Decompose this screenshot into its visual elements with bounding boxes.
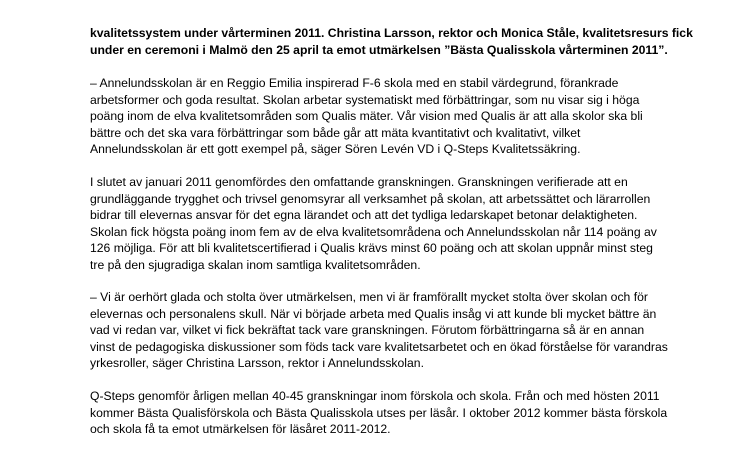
paragraph-line: arbetsformer och goda resultat. Skolan arbetar systematiskt med förbättringar, som nu visar sig i höga [90,92,640,107]
intro-line-1: kvalitetssystem under vårterminen 2011. Christina Larsson, rektor och Monica Ståle, kvalitetsresurs fick [90,26,693,40]
paragraph-line: elevernas och personalens skull. När vi började arbeta med Qualis insåg vi att kunde bli mycket bättre än [90,306,657,321]
paragraph-line: Q-Steps genomför årligen mellan 40-45 granskningar inom förskola och skola. Från och med hösten 2011 [90,389,660,403]
paragraph-line: och skola få ta emot utmärkelsen för läsåret 2011-2012. [90,422,391,436]
paragraph-line: tre på den sjugradiga skalan inom samtliga kvalitetsområden. [90,257,421,272]
paragraph-line: bidrar till elevernas ansvar för det egna lärandet och att det tydliga ledarskapet betonar delaktigheten. [90,208,638,222]
paragraph-line: grundläggande trygghet och trivsel genomsyrar all verksamhet på skolan, att arbetssättet och lärarrollen [90,191,651,206]
paragraph-line: vinst de pedagogiska diskussioner som föds tack vare kvalitetsarbetet och en ökad förståelse för varandras [90,339,668,354]
paragraph-line: bättre och det ska vara förbättringar som både går att mäta kvantitativt och kvalitativt, vilket [90,125,581,140]
paragraph-line: – Vi är oerhört glada och stolta över utmärkelsen, men vi är framförallt mycket stolta över skolan och för [90,290,648,304]
paragraph-line: vad vi redan var, vilket vi fick bekräftat tack vare granskningen. Förutom förbättringarna så är en annan [90,323,645,337]
paragraph-line: 126 möjliga. För att bli kvalitetscertifierad i Qualis krävs minst 60 poäng och att skolan uppnår minst steg [90,241,653,255]
paragraph-line: – Annelundsskolan är en Reggio Emilia inspirerad F-6 skola med en stabil värdegrund, förankrade [90,76,619,90]
paragraph-line: kommer Bästa Qualisförskola och Bästa Qualisskola utses per läsår. I oktober 2012 kommer bästa förskola [90,405,668,420]
paragraph-line: Skolan fick högsta poäng inom fem av de elva kvalitetsområdena och Annelundsskolan når 114 poäng av [90,224,657,239]
intro-line-2: under en ceremoni i Malmö den 25 april ta emot utmärkelsen ”Bästa Qualisskola vårterminen 2011”. [90,42,668,57]
paragraph-line: poäng inom de elva kvalitetsområden som Qualis mäter. Vår vision med Qualis är att alla skolor ska bli [90,109,643,123]
paragraph-line: yrkesroller, säger Christina Larsson, rektor i Annelundsskolan. [90,356,424,370]
paragraph-line: I slutet av januari 2011 genomfördes den omfattande granskningen. Granskningen verifierade att en [90,175,628,189]
paragraph-line: Annelundsskolan är ett gott exempel på, säger Sören Levén VD i Q-Steps Kvalitetssäkring. [90,142,581,156]
paragraph-q-steps [90,355,740,471]
